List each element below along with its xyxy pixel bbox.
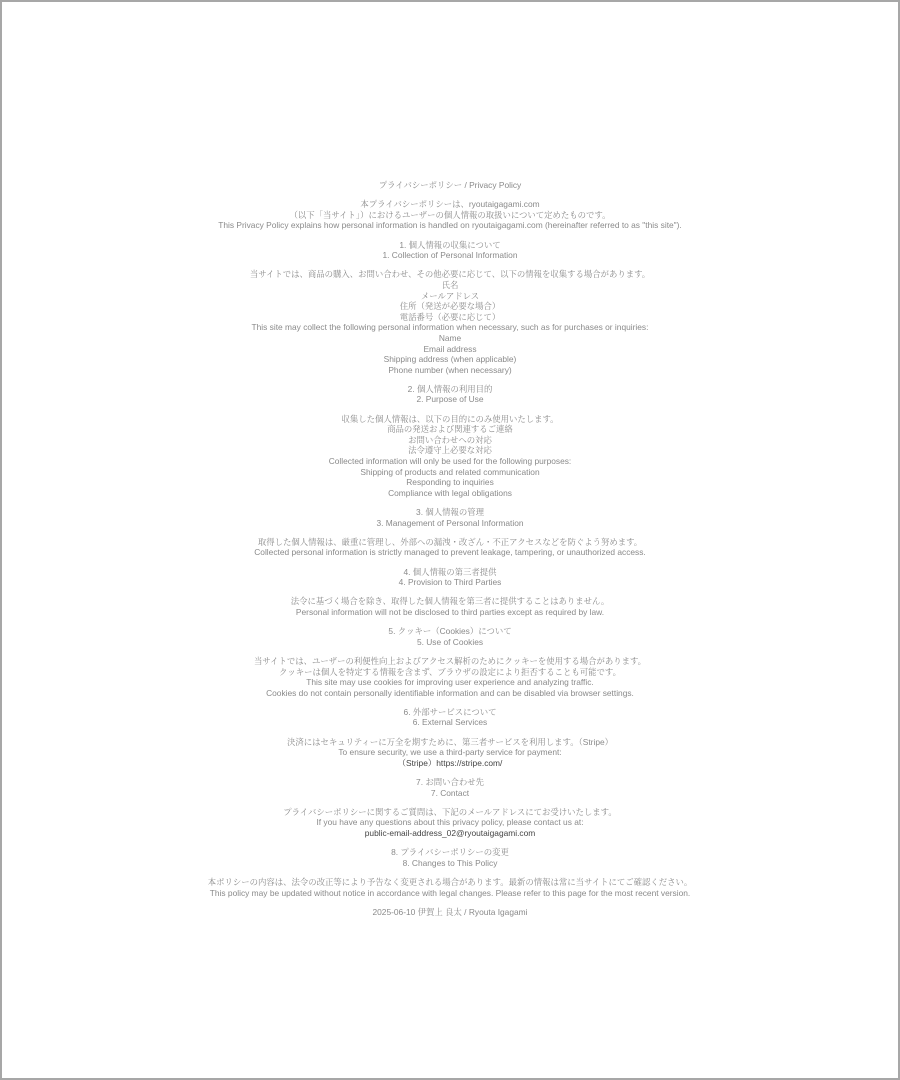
section-4-heading-en: 4. Provision to Third Parties [398,577,502,588]
section-2-en-item: Responding to inquiries [406,477,494,488]
contact-email-link[interactable]: public-email-address_02@ryoutaigagami.com [364,828,536,838]
section-2-en-item: Shipping of products and related communication [360,466,540,477]
page-title: プライバシーポリシー / Privacy Policy [378,180,522,190]
section-2-ja-intro: 収集した個人情報は、以下の目的にのみ使用いたします。 [341,413,559,424]
section-1-heading-ja: 1. 個人情報の収集について [399,239,501,250]
section-2-ja-item: 法令遵守上必要な対応 [408,445,492,456]
section-1-ja-item: 氏名 [441,279,459,290]
section-4-heading-ja: 4. 個人情報の第三者提供 [403,566,497,577]
section-3-heading-ja: 3. 個人情報の管理 [416,507,484,517]
footer-date-author: 2025-06-10 伊賀上 良太 / Ryouta Igagami [372,906,528,917]
section-3-en: Collected personal information is strictly managed to prevent leakage, tampering, or unauthorized access. [254,547,646,558]
section-2-ja-item: 商品の発送および関連するご連絡 [387,424,513,435]
section-8-heading-en: 8. Changes to This Policy [402,857,498,868]
section-4-en: Personal information will not be disclosed to third parties except as required by law. [295,606,605,617]
section-1-en-item: Name [438,332,462,343]
section-5-en-line-1: This site may use cookies for improving user experience and analyzing traffic. [306,677,594,688]
section-2-ja-item: お問い合わせへの対応 [408,434,492,445]
section-1-en-item: Email address [423,343,477,354]
section-5-heading-en: 5. Use of Cookies [416,636,484,647]
section-6-heading-en: 6. External Services [412,717,488,728]
section-3-heading-en: 3. Management of Personal Information [376,517,524,528]
section-5-en-line-2: Cookies do not contain personally identifiable information and can be disabled via browser settings. [266,687,634,698]
section-5-ja-line-1: 当サイトでは、ユーザーの利便性向上およびアクセス解析のためにクッキーを使用する場合があります。 [253,655,647,666]
section-7-en: If you have any questions about this privacy policy, please contact us at: [316,817,584,828]
section-2-heading-en: 2. Purpose of Use [416,394,484,405]
section-8-ja: 本ポリシーの内容は、法令の改正等により予告なく変更される場合があります。最新の情報は常に当サイトにてご確認ください。 [207,876,693,887]
intro-ja-line-2: （以下「当サイト」）におけるユーザーの個人情報の取扱いについて定めたものです。 [289,209,611,220]
section-7-heading-en: 7. Contact [430,787,470,798]
privacy-policy-content [2,180,898,917]
section-5-heading-ja: 5. クッキー（Cookies）について [388,626,512,637]
section-1-heading-en: 1. Collection of Personal Information [382,250,518,261]
section-1-ja-item: 住所（発送が必要な場合） [399,301,501,312]
intro-ja-line-1: 本プライバシーポリシーは、ryoutaigagami.com [360,199,540,210]
section-1-ja-intro: 当サイトでは、商品の購入、お問い合わせ、その他必要に応じて、以下の情報を収集する場合があります。 [249,269,651,280]
section-3-ja: 取得した個人情報は、厳重に管理し、外部への漏洩・改ざん・不正アクセスなどを防ぐよう努めます。 [257,536,643,547]
section-1-en-item: Shipping address (when applicable) [383,354,517,365]
section-6-en: To ensure security, we use a third-party service for payment: [338,747,562,758]
section-6-heading-ja: 6. 外部サービスについて [403,706,497,717]
section-7-ja: プライバシーポリシーに関するご質問は、下記のメールアドレスにてお受けいたします。 [283,806,617,817]
stripe-link[interactable]: （Stripe）https://stripe.com/ [397,757,503,768]
section-2-heading-ja: 2. 個人情報の利用目的 [407,383,493,394]
section-6-ja: 決済にはセキュリティーに万全を期すために、第三者サービスを利用します。（Stripe） [286,736,614,747]
section-8-heading-ja: 8. プライバシーポリシーの変更 [391,847,509,858]
section-2-en-item: Compliance with legal obligations [388,487,512,498]
section-1-ja-item: 電話番号（必要に応じて） [399,311,501,322]
section-4-ja: 法令に基づく場合を除き、取得した個人情報を第三者に提供することはありません。 [290,596,610,607]
intro-en: This Privacy Policy explains how personal information is handled on ryoutaigagami.com (hereinafter referred to as "this site"). [218,220,682,231]
section-5-ja-line-2: クッキーは個人を特定する情報を含まず、ブラウザの設定により拒否することも可能です。 [278,666,622,677]
section-2-en-intro: Collected information will only be used for the following purposes: [328,456,572,467]
section-7-heading-ja: 7. お問い合わせ先 [416,777,484,788]
section-1-ja-item: メールアドレス [420,290,480,301]
section-1-en-intro: This site may collect the following personal information when necessary, such as for purchases or inquiries: [251,322,649,333]
section-1-en-item: Phone number (when necessary) [388,364,512,375]
section-8-en: This policy may be updated without notice in accordance with legal changes. Please refer to this page for the most recent version. [209,887,691,898]
